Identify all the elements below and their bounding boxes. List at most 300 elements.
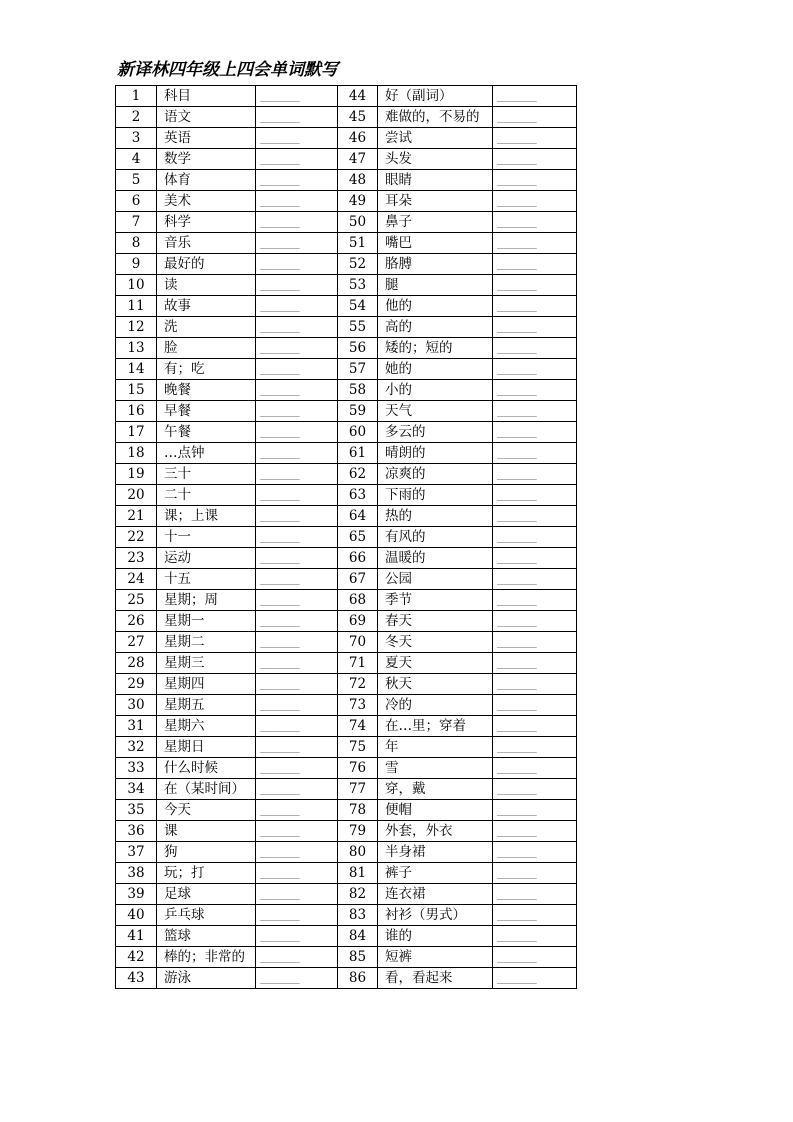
item-number-right: 61: [338, 443, 378, 464]
table-row: [116, 821, 577, 842]
item-number-right: 67: [338, 569, 378, 590]
answer-blank-right: ______: [493, 758, 577, 779]
answer-blank-left: ______: [256, 590, 338, 611]
answer-blank-right: ______: [493, 212, 577, 233]
item-number-left: 19: [116, 464, 157, 485]
answer-blank-right: ______: [493, 653, 577, 674]
chinese-word-left: 十一: [157, 527, 256, 548]
chinese-word-right: 嘴巴: [378, 233, 493, 254]
answer-blank-left: ______: [256, 275, 338, 296]
answer-blank-left: ______: [256, 737, 338, 758]
chinese-word-left: 星期四: [157, 674, 256, 695]
item-number-left: 16: [116, 401, 157, 422]
chinese-word-right: 雪: [378, 758, 493, 779]
answer-blank-right: ______: [493, 632, 577, 653]
answer-blank-right: ______: [493, 548, 577, 569]
answer-blank-right: ______: [493, 695, 577, 716]
chinese-word-right: 裤子: [378, 863, 493, 884]
table-row: [116, 695, 577, 716]
item-number-right: 75: [338, 737, 378, 758]
chinese-word-right: 耳朵: [378, 191, 493, 212]
chinese-word-right: 冷的: [378, 695, 493, 716]
item-number-left: 36: [116, 821, 157, 842]
item-number-right: 84: [338, 926, 378, 947]
item-number-left: 1: [116, 86, 157, 107]
answer-blank-right: ______: [493, 380, 577, 401]
answer-blank-left: ______: [256, 548, 338, 569]
chinese-word-left: 乒乓球: [157, 905, 256, 926]
answer-blank-left: ______: [256, 884, 338, 905]
answer-blank-left: ______: [256, 254, 338, 275]
chinese-word-left: 晚餐: [157, 380, 256, 401]
answer-blank-left: ______: [256, 212, 338, 233]
item-number-left: 24: [116, 569, 157, 590]
chinese-word-right: 有风的: [378, 527, 493, 548]
chinese-word-left: 早餐: [157, 401, 256, 422]
item-number-left: 17: [116, 422, 157, 443]
answer-blank-right: ______: [493, 863, 577, 884]
answer-blank-right: ______: [493, 86, 577, 107]
item-number-left: 38: [116, 863, 157, 884]
table-row: [116, 149, 577, 170]
answer-blank-right: ______: [493, 191, 577, 212]
chinese-word-left: …点钟: [157, 443, 256, 464]
answer-blank-right: ______: [493, 737, 577, 758]
answer-blank-left: ______: [256, 422, 338, 443]
item-number-left: 31: [116, 716, 157, 737]
answer-blank-right: ______: [493, 233, 577, 254]
item-number-left: 6: [116, 191, 157, 212]
item-number-left: 7: [116, 212, 157, 233]
answer-blank-right: ______: [493, 842, 577, 863]
item-number-left: 15: [116, 380, 157, 401]
item-number-right: 46: [338, 128, 378, 149]
chinese-word-right: 外套，外衣: [378, 821, 493, 842]
item-number-right: 69: [338, 611, 378, 632]
item-number-right: 57: [338, 359, 378, 380]
answer-blank-left: ______: [256, 842, 338, 863]
item-number-right: 56: [338, 338, 378, 359]
answer-blank-right: ______: [493, 422, 577, 443]
answer-blank-left: ______: [256, 905, 338, 926]
item-number-left: 41: [116, 926, 157, 947]
chinese-word-left: 科目: [157, 86, 256, 107]
answer-blank-right: ______: [493, 401, 577, 422]
table-row: [116, 611, 577, 632]
item-number-left: 13: [116, 338, 157, 359]
item-number-right: 85: [338, 947, 378, 968]
chinese-word-left: 星期一: [157, 611, 256, 632]
item-number-right: 54: [338, 296, 378, 317]
chinese-word-left: 午餐: [157, 422, 256, 443]
table-row: [116, 674, 577, 695]
chinese-word-left: 什么时候: [157, 758, 256, 779]
item-number-left: 9: [116, 254, 157, 275]
table-row: [116, 128, 577, 149]
item-number-right: 65: [338, 527, 378, 548]
answer-blank-right: ______: [493, 338, 577, 359]
chinese-word-left: 故事: [157, 296, 256, 317]
answer-blank-right: ______: [493, 926, 577, 947]
chinese-word-right: 矮的；短的: [378, 338, 493, 359]
chinese-word-right: 头发: [378, 149, 493, 170]
table-row: [116, 191, 577, 212]
chinese-word-left: 星期五: [157, 695, 256, 716]
table-row: [116, 338, 577, 359]
answer-blank-right: ______: [493, 149, 577, 170]
answer-blank-left: ______: [256, 317, 338, 338]
chinese-word-left: 星期二: [157, 632, 256, 653]
answer-blank-right: ______: [493, 968, 577, 989]
answer-blank-right: ______: [493, 128, 577, 149]
answer-blank-left: ______: [256, 506, 338, 527]
chinese-word-right: 热的: [378, 506, 493, 527]
answer-blank-right: ______: [493, 275, 577, 296]
table-row: [116, 275, 577, 296]
answer-blank-left: ______: [256, 380, 338, 401]
item-number-right: 48: [338, 170, 378, 191]
answer-blank-right: ______: [493, 464, 577, 485]
chinese-word-left: 有；吃: [157, 359, 256, 380]
item-number-right: 60: [338, 422, 378, 443]
item-number-right: 63: [338, 485, 378, 506]
table-row: [116, 212, 577, 233]
chinese-word-left: 三十: [157, 464, 256, 485]
answer-blank-left: ______: [256, 359, 338, 380]
item-number-right: 71: [338, 653, 378, 674]
item-number-right: 52: [338, 254, 378, 275]
item-number-left: 11: [116, 296, 157, 317]
table-row: [116, 107, 577, 128]
chinese-word-right: 公园: [378, 569, 493, 590]
chinese-word-left: 十五: [157, 569, 256, 590]
chinese-word-right: 凉爽的: [378, 464, 493, 485]
table-row: [116, 443, 577, 464]
chinese-word-right: 他的: [378, 296, 493, 317]
answer-blank-left: ______: [256, 443, 338, 464]
chinese-word-left: 游泳: [157, 968, 256, 989]
answer-blank-left: ______: [256, 779, 338, 800]
answer-blank-right: ______: [493, 821, 577, 842]
chinese-word-right: 便帽: [378, 800, 493, 821]
table-row: [116, 506, 577, 527]
chinese-word-right: 短裤: [378, 947, 493, 968]
item-number-right: 78: [338, 800, 378, 821]
item-number-right: 83: [338, 905, 378, 926]
table-row: [116, 800, 577, 821]
item-number-left: 37: [116, 842, 157, 863]
chinese-word-left: 星期；周: [157, 590, 256, 611]
answer-blank-left: ______: [256, 863, 338, 884]
chinese-word-left: 美术: [157, 191, 256, 212]
table-row: [116, 653, 577, 674]
item-number-right: 55: [338, 317, 378, 338]
answer-blank-left: ______: [256, 758, 338, 779]
answer-blank-left: ______: [256, 674, 338, 695]
item-number-right: 66: [338, 548, 378, 569]
answer-blank-right: ______: [493, 590, 577, 611]
chinese-word-left: 英语: [157, 128, 256, 149]
item-number-right: 58: [338, 380, 378, 401]
item-number-right: 59: [338, 401, 378, 422]
item-number-left: 2: [116, 107, 157, 128]
item-number-left: 43: [116, 968, 157, 989]
chinese-word-left: 星期日: [157, 737, 256, 758]
table-row: [116, 758, 577, 779]
item-number-left: 22: [116, 527, 157, 548]
answer-blank-right: ______: [493, 800, 577, 821]
answer-blank-right: ______: [493, 254, 577, 275]
item-number-left: 4: [116, 149, 157, 170]
chinese-word-left: 篮球: [157, 926, 256, 947]
chinese-word-right: 穿，戴: [378, 779, 493, 800]
chinese-word-left: 脸: [157, 338, 256, 359]
answer-blank-left: ______: [256, 800, 338, 821]
table-row: [116, 590, 577, 611]
item-number-left: 23: [116, 548, 157, 569]
table-row: [116, 632, 577, 653]
chinese-word-right: 眼睛: [378, 170, 493, 191]
chinese-word-right: 半身裙: [378, 842, 493, 863]
table-row: [116, 401, 577, 422]
answer-blank-right: ______: [493, 107, 577, 128]
chinese-word-left: 科学: [157, 212, 256, 233]
answer-blank-right: ______: [493, 527, 577, 548]
chinese-word-right: 在…里；穿着: [378, 716, 493, 737]
table-row: [116, 968, 577, 989]
answer-blank-left: ______: [256, 485, 338, 506]
chinese-word-right: 小的: [378, 380, 493, 401]
answer-blank-right: ______: [493, 947, 577, 968]
item-number-left: 34: [116, 779, 157, 800]
chinese-word-right: 她的: [378, 359, 493, 380]
table-row: [116, 86, 577, 107]
table-row: [116, 317, 577, 338]
chinese-word-left: 课；上课: [157, 506, 256, 527]
item-number-left: 33: [116, 758, 157, 779]
chinese-word-left: 二十: [157, 485, 256, 506]
item-number-left: 40: [116, 905, 157, 926]
answer-blank-left: ______: [256, 170, 338, 191]
chinese-word-left: 运动: [157, 548, 256, 569]
item-number-right: 70: [338, 632, 378, 653]
chinese-word-right: 连衣裙: [378, 884, 493, 905]
chinese-word-left: 最好的: [157, 254, 256, 275]
table-row: [116, 779, 577, 800]
item-number-right: 86: [338, 968, 378, 989]
chinese-word-left: 狗: [157, 842, 256, 863]
chinese-word-right: 晴朗的: [378, 443, 493, 464]
chinese-word-right: 鼻子: [378, 212, 493, 233]
chinese-word-left: 语文: [157, 107, 256, 128]
item-number-right: 73: [338, 695, 378, 716]
answer-blank-right: ______: [493, 674, 577, 695]
answer-blank-left: ______: [256, 968, 338, 989]
chinese-word-right: 年: [378, 737, 493, 758]
vocabulary-table-body: [116, 86, 577, 989]
chinese-word-left: 星期三: [157, 653, 256, 674]
chinese-word-left: 在（某时间）: [157, 779, 256, 800]
chinese-word-right: 多云的: [378, 422, 493, 443]
chinese-word-left: 今天: [157, 800, 256, 821]
table-row: [116, 737, 577, 758]
answer-blank-right: ______: [493, 506, 577, 527]
answer-blank-left: ______: [256, 947, 338, 968]
table-row: [116, 170, 577, 191]
item-number-right: 80: [338, 842, 378, 863]
answer-blank-left: ______: [256, 191, 338, 212]
item-number-right: 81: [338, 863, 378, 884]
chinese-word-right: 高的: [378, 317, 493, 338]
item-number-right: 50: [338, 212, 378, 233]
table-row: [116, 947, 577, 968]
table-row: [116, 296, 577, 317]
item-number-left: 21: [116, 506, 157, 527]
table-row: [116, 527, 577, 548]
answer-blank-left: ______: [256, 611, 338, 632]
item-number-left: 5: [116, 170, 157, 191]
item-number-right: 47: [338, 149, 378, 170]
item-number-left: 12: [116, 317, 157, 338]
item-number-right: 62: [338, 464, 378, 485]
chinese-word-right: 衬衫（男式）: [378, 905, 493, 926]
item-number-left: 14: [116, 359, 157, 380]
item-number-right: 76: [338, 758, 378, 779]
table-row: [116, 548, 577, 569]
answer-blank-left: ______: [256, 296, 338, 317]
answer-blank-right: ______: [493, 569, 577, 590]
answer-blank-left: ______: [256, 716, 338, 737]
chinese-word-right: 谁的: [378, 926, 493, 947]
table-row: [116, 254, 577, 275]
item-number-right: 82: [338, 884, 378, 905]
chinese-word-right: 尝试: [378, 128, 493, 149]
table-row: [116, 863, 577, 884]
item-number-right: 72: [338, 674, 378, 695]
chinese-word-left: 课: [157, 821, 256, 842]
answer-blank-left: ______: [256, 653, 338, 674]
item-number-right: 77: [338, 779, 378, 800]
chinese-word-left: 星期六: [157, 716, 256, 737]
vocabulary-table: [115, 85, 577, 989]
chinese-word-right: 下雨的: [378, 485, 493, 506]
answer-blank-right: ______: [493, 443, 577, 464]
chinese-word-right: 冬天: [378, 632, 493, 653]
item-number-left: 39: [116, 884, 157, 905]
chinese-word-right: 春天: [378, 611, 493, 632]
chinese-word-left: 数学: [157, 149, 256, 170]
item-number-left: 32: [116, 737, 157, 758]
item-number-left: 42: [116, 947, 157, 968]
answer-blank-left: ______: [256, 233, 338, 254]
chinese-word-right: 季节: [378, 590, 493, 611]
chinese-word-left: 读: [157, 275, 256, 296]
item-number-left: 18: [116, 443, 157, 464]
chinese-word-right: 好（副词）: [378, 86, 493, 107]
chinese-word-left: 体育: [157, 170, 256, 191]
item-number-right: 53: [338, 275, 378, 296]
answer-blank-right: ______: [493, 779, 577, 800]
item-number-right: 51: [338, 233, 378, 254]
chinese-word-right: 天气: [378, 401, 493, 422]
chinese-word-right: 温暖的: [378, 548, 493, 569]
answer-blank-left: ______: [256, 128, 338, 149]
answer-blank-right: ______: [493, 359, 577, 380]
item-number-left: 25: [116, 590, 157, 611]
item-number-left: 26: [116, 611, 157, 632]
answer-blank-left: ______: [256, 569, 338, 590]
answer-blank-left: ______: [256, 86, 338, 107]
answer-blank-left: ______: [256, 149, 338, 170]
table-row: [116, 905, 577, 926]
item-number-right: 68: [338, 590, 378, 611]
item-number-right: 64: [338, 506, 378, 527]
table-row: [116, 233, 577, 254]
item-number-left: 35: [116, 800, 157, 821]
chinese-word-right: 胳膊: [378, 254, 493, 275]
item-number-left: 3: [116, 128, 157, 149]
answer-blank-left: ______: [256, 107, 338, 128]
chinese-word-left: 玩；打: [157, 863, 256, 884]
answer-blank-left: ______: [256, 695, 338, 716]
chinese-word-right: 看，看起来: [378, 968, 493, 989]
item-number-right: 49: [338, 191, 378, 212]
table-row: [116, 380, 577, 401]
item-number-left: 10: [116, 275, 157, 296]
answer-blank-right: ______: [493, 905, 577, 926]
item-number-left: 30: [116, 695, 157, 716]
answer-blank-right: ______: [493, 716, 577, 737]
answer-blank-right: ______: [493, 884, 577, 905]
item-number-left: 27: [116, 632, 157, 653]
chinese-word-left: 棒的；非常的: [157, 947, 256, 968]
answer-blank-left: ______: [256, 527, 338, 548]
table-row: [116, 464, 577, 485]
table-row: [116, 422, 577, 443]
answer-blank-left: ______: [256, 401, 338, 422]
answer-blank-left: ______: [256, 821, 338, 842]
table-row: [116, 716, 577, 737]
chinese-word-right: 难做的，不易的: [378, 107, 493, 128]
answer-blank-right: ______: [493, 170, 577, 191]
item-number-left: 28: [116, 653, 157, 674]
answer-blank-right: ______: [493, 296, 577, 317]
answer-blank-left: ______: [256, 632, 338, 653]
answer-blank-left: ______: [256, 464, 338, 485]
page-title: 新译林四年级上四会单词默写: [117, 60, 338, 80]
chinese-word-left: 足球: [157, 884, 256, 905]
chinese-word-right: 腿: [378, 275, 493, 296]
item-number-left: 8: [116, 233, 157, 254]
answer-blank-right: ______: [493, 317, 577, 338]
table-row: [116, 569, 577, 590]
item-number-right: 44: [338, 86, 378, 107]
table-row: [116, 359, 577, 380]
chinese-word-right: 秋天: [378, 674, 493, 695]
table-row: [116, 842, 577, 863]
chinese-word-right: 夏天: [378, 653, 493, 674]
answer-blank-left: ______: [256, 926, 338, 947]
chinese-word-left: 洗: [157, 317, 256, 338]
table-row: [116, 485, 577, 506]
item-number-right: 74: [338, 716, 378, 737]
answer-blank-left: ______: [256, 338, 338, 359]
item-number-left: 29: [116, 674, 157, 695]
answer-blank-right: ______: [493, 485, 577, 506]
item-number-left: 20: [116, 485, 157, 506]
answer-blank-right: ______: [493, 611, 577, 632]
chinese-word-left: 音乐: [157, 233, 256, 254]
